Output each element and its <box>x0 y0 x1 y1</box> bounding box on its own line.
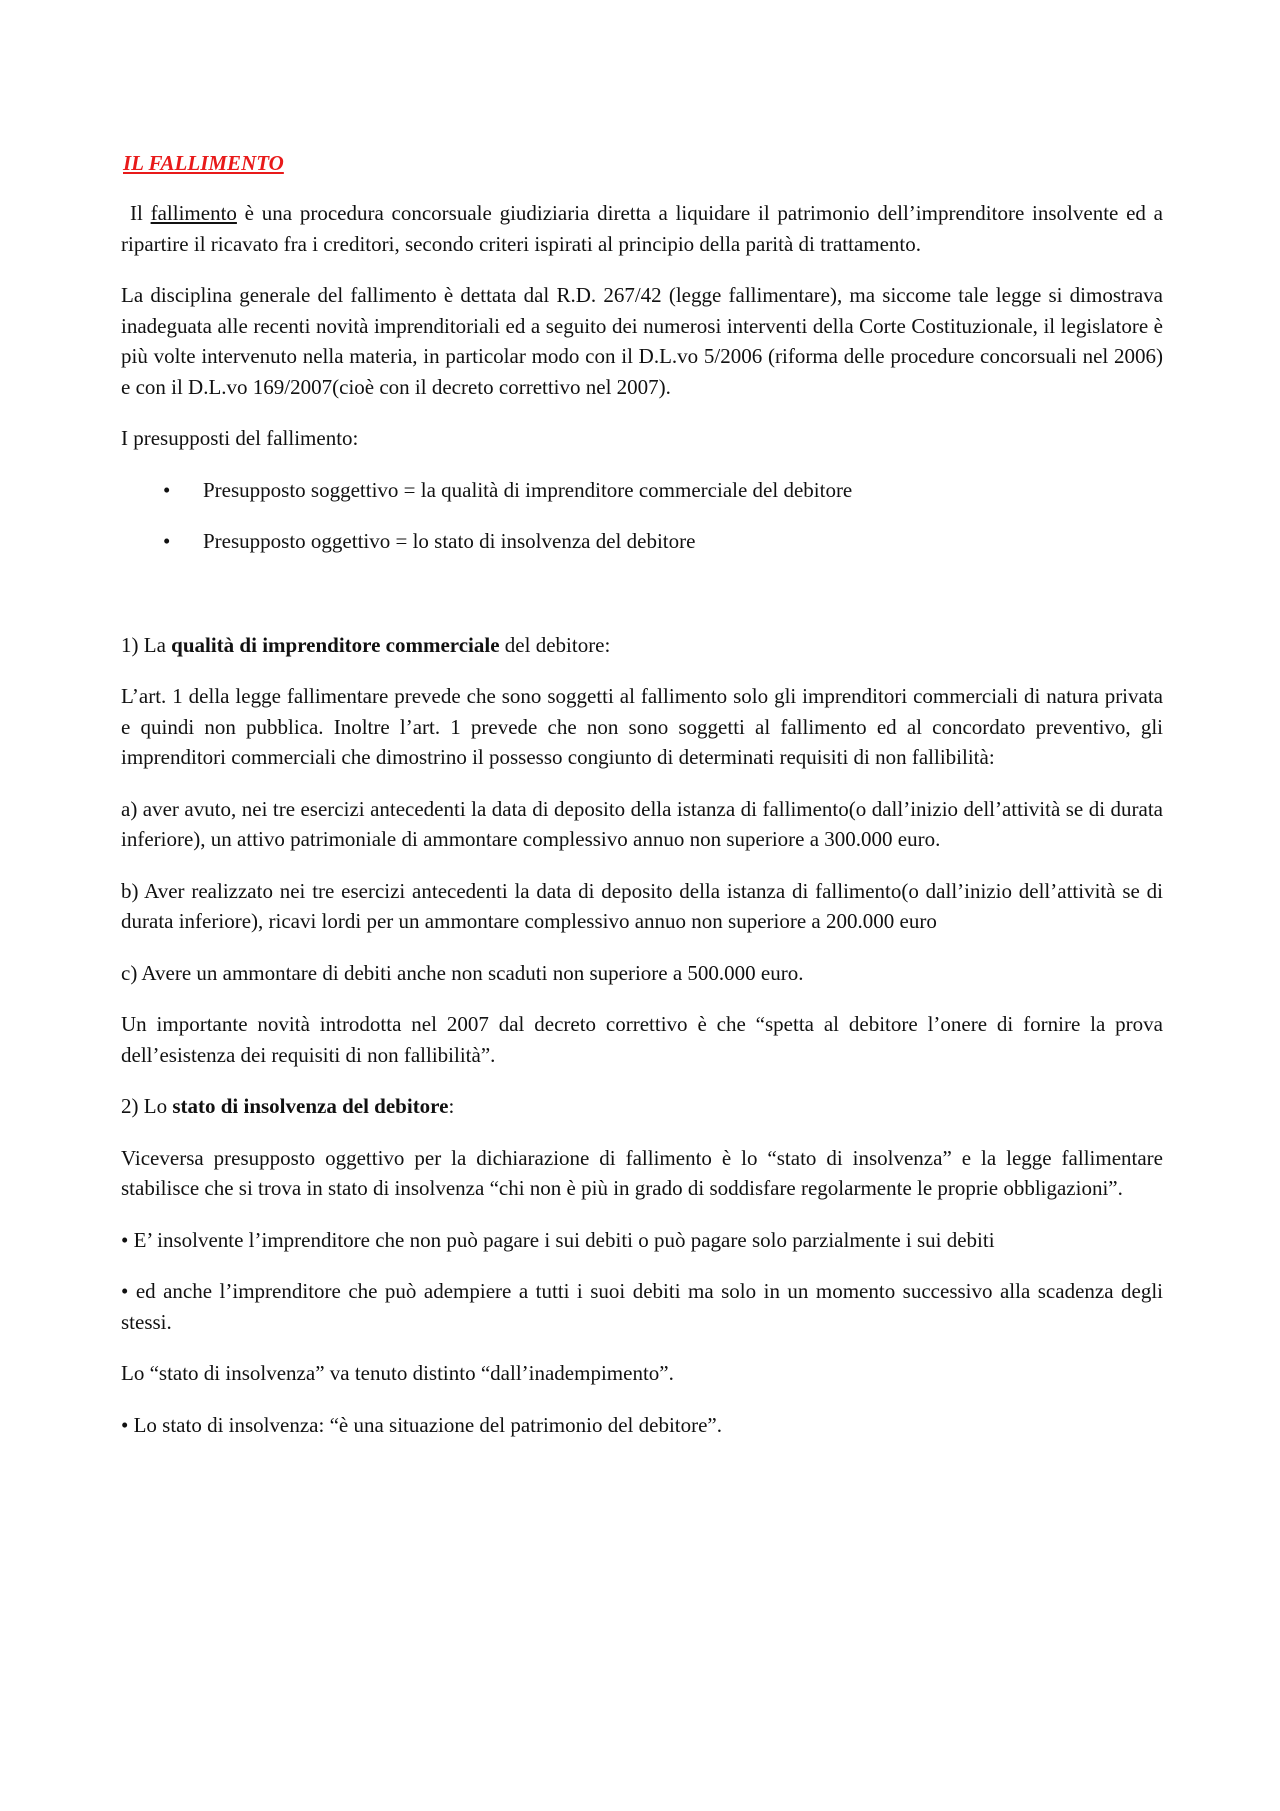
list-item-text: Presupposto soggettivo = la qualità di imprenditore commerciale del debitore <box>203 477 853 502</box>
document-title: IL FALLIMENTO <box>123 151 284 175</box>
intro-term: fallimento <box>150 201 237 225</box>
paragraph-anche: • ed anche l’imprenditore che può adempiere a tutti i suoi debiti ma solo in un momento successivo alla scadenza degli stessi. <box>121 1279 1163 1334</box>
section-2-suffix: : <box>448 1094 455 1118</box>
paragraph-novita: Un importante novità introdotta nel 2007 dal decreto correttivo è che “spetta al debitore l’onere di fornire la prova dell’esistenza dei requisiti di non fallibilità”. <box>121 1012 1163 1067</box>
list-item-text: Presupposto oggettivo = lo stato di insolvenza del debitore <box>203 529 696 553</box>
section-heading-1 <box>121 630 1163 661</box>
intro-paragraph <box>121 198 1163 259</box>
intro-rest: è una procedura concorsuale giudiziaria diretta a liquidare il patrimonio dell’imprenditore insolvente ed a ripartire il ricavato fra i creditori, secondo criteri ispirati al principio della parità di trattamento. <box>121 201 1164 256</box>
document-page <box>121 148 1163 1461</box>
paragraph-viceversa: Viceversa presupposto oggettivo per la dichiarazione di fallimento è lo “stato di insolvenza” e la legge fallimentare stabilisce che si trova in stato di insolvenza “chi non è più in grado di soddisfare regolarmente le proprie obbligazioni”. <box>121 1145 1163 1200</box>
intro-lead: Il <box>130 201 151 225</box>
paragraph-presupposti: I presupposti del fallimento: <box>121 426 359 450</box>
spacer <box>121 578 1163 630</box>
paragraph-situazione: • Lo stato di insolvenza: “è una situazione del patrimonio del debitore”. <box>121 1412 723 1437</box>
paragraph-requisito-a: a) aver avuto, nei tre esercizi antecedenti la data di deposito della istanza di fallimento(o dall’inizio dell’attività se di durata inferiore), un attivo patrimoniale di ammontare complessivo annuo non superiore a 300.000 euro. <box>121 796 1163 851</box>
section-1-bold: qualità di imprenditore commerciale <box>171 632 500 657</box>
section-1-suffix: del debitore: <box>499 632 611 657</box>
paragraph-insolvente: • E’ insolvente l’imprenditore che non può pagare i sui debiti o può pagare solo parzialmente i sui debiti <box>121 1227 995 1252</box>
list-item <box>121 475 1163 506</box>
section-1-prefix: 1) La <box>121 632 172 657</box>
list-item <box>121 526 1163 557</box>
paragraph-art1: L’art. 1 della legge fallimentare prevede che sono soggetti al fallimento solo gli imprenditori commerciali di natura privata e quindi non pubblica. Inoltre l’art. 1 prevede che non sono soggetti al fallimento ed al concordato preventivo, gli imprenditori commerciali che dimostrino il possesso congiunto di determinati requisiti di non fallibilità: <box>121 684 1163 769</box>
section-2-bold: stato di insolvenza del debitore <box>172 1094 449 1118</box>
bullet-marker: • <box>163 477 171 502</box>
presupposti-list <box>121 475 1163 557</box>
section-2-prefix: 2) Lo <box>121 1094 173 1118</box>
paragraph-distinto: Lo “stato di insolvenza” va tenuto distinto “dall’inadempimento”. <box>121 1361 674 1385</box>
section-heading-2 <box>121 1091 1163 1122</box>
bullet-marker: • <box>163 529 171 553</box>
paragraph-requisito-c: c) Avere un ammontare di debiti anche non scaduti non superiore a 500.000 euro. <box>121 960 804 985</box>
paragraph-disciplina: La disciplina generale del fallimento è dettata dal R.D. 267/42 (legge fallimentare), ma siccome tale legge si dimostrava inadeguata alle recenti novità imprenditoriali ed a seguito dei numerosi interventi della Corte Costituzionale, il legislatore è più volte intervenuto nella materia, in particolar modo con il D.L.vo 5/2006 (riforma delle procedure concorsuali nel 2006) e con il D.L.vo 169/2007(cioè con il decreto correttivo nel 2007). <box>121 283 1163 399</box>
paragraph-requisito-b: b) Aver realizzato nei tre esercizi antecedenti la data di deposito della istanza di fallimento(o dall’inizio dell’attività se di durata inferiore), ricavi lordi per un ammontare complessivo annuo non superiore a 200.000 euro <box>121 878 1163 933</box>
